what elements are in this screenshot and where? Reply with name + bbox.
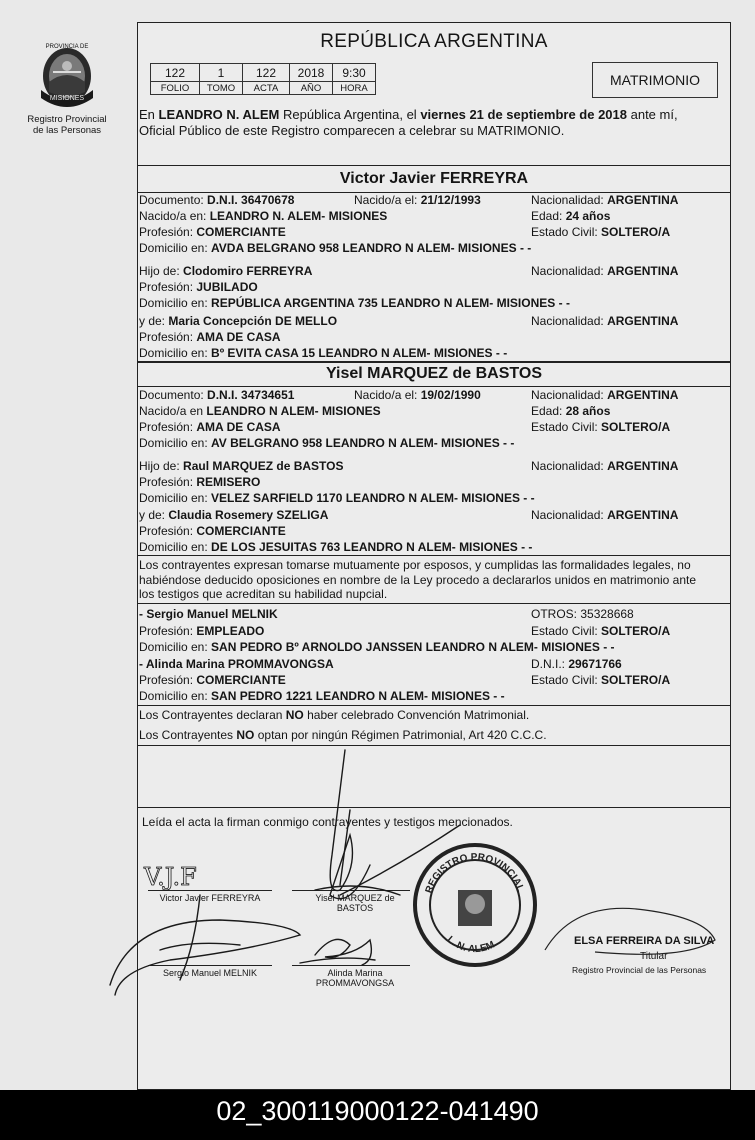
signature-label-witness2: Alinda Marina PROMMAVONGSA xyxy=(315,968,395,988)
svg-text:PROVINCIA DE: PROVINCIA DE xyxy=(45,44,89,50)
spouse1-mother-nationality: Nacionalidad: ARGENTINA xyxy=(531,314,679,328)
spouse1-civil-status: Estado Civil: SOLTERO/A xyxy=(531,225,671,239)
convention-statement: Los Contrayentes declaran NO haber celebrado Convención Matrimonial. xyxy=(139,708,530,722)
spouse2-mother-nationality: Nacionalidad: ARGENTINA xyxy=(531,508,679,522)
province-logo xyxy=(20,38,114,136)
logo-caption-line2: de las Personas xyxy=(32,125,102,136)
svg-text:MISIONES: MISIONES xyxy=(49,95,85,102)
spouse1-father-profession: Profesión: JUBILADO xyxy=(139,280,258,294)
spouse1-father-address: Domicilio en: REPÚBLICA ARGENTINA 735 LEANDRO N ALEM- MISIONES - - xyxy=(139,296,570,310)
spouse1-father: Hijo de: Clodomiro FERREYRA xyxy=(139,264,313,278)
intro-paragraph: En LEANDRO N. ALEM República Argentina, el viernes 21 de septiembre de 2018 ante mí, Oficial Público de este Registro comparecen a celebrar su MATRIMONIO. xyxy=(139,107,678,138)
divider xyxy=(137,165,731,166)
coat-of-arms-icon xyxy=(35,38,99,110)
witness2-address: Domicilio en: SAN PEDRO 1221 LEANDRO N ALEM- MISIONES - - xyxy=(139,689,505,703)
spouse2-birthplace: Nacido/a en LEANDRO N ALEM- MISIONES xyxy=(139,404,381,418)
spouse2-mother: y de: Claudia Rosemery SZELIGA xyxy=(139,508,329,522)
hour-label: HORA xyxy=(333,82,376,95)
spouse1-documento: Documento: D.N.I. 36470678 xyxy=(139,193,295,207)
divider xyxy=(137,555,731,556)
page-title: REPÚBLICA ARGENTINA xyxy=(320,31,548,52)
registry-seal xyxy=(410,840,540,970)
signature-label-spouse1: Victor Javier FERREYRA xyxy=(159,893,261,903)
tomo-value: 1 xyxy=(200,64,243,82)
patrimonial-regime-statement: Los Contrayentes NO optan por ningún Régimen Patrimonial, Art 420 C.C.C. xyxy=(139,728,547,742)
witness2-name: - Alinda Marina PROMMAVONGSA xyxy=(139,657,334,671)
svg-text:V.J.F: V.J.F xyxy=(144,863,197,891)
witness1-civil-status: Estado Civil: SOLTERO/A xyxy=(531,624,671,638)
spouse1-birthplace: Nacido/a en: LEANDRO N. ALEM- MISIONES xyxy=(139,209,388,223)
witness2-profession: Profesión: COMERCIANTE xyxy=(139,673,286,687)
divider xyxy=(137,386,731,387)
spouse2-father-address: Domicilio en: VELEZ SARFIELD 1170 LEANDRO N ALEM- MISIONES - - xyxy=(139,491,535,505)
spouse1-address: Domicilio en: AVDA BELGRANO 958 LEANDRO N ALEM- MISIONES - - xyxy=(139,241,532,255)
signature-label-spouse2: Yisel MARQUEZ de BASTOS xyxy=(315,893,395,913)
registry-table xyxy=(150,63,376,95)
spouse2-mother-profession: Profesión: COMERCIANTE xyxy=(139,524,286,538)
spouse2-father: Hijo de: Raul MARQUEZ de BASTOS xyxy=(139,459,344,473)
witness1-profession: Profesión: EMPLEADO xyxy=(139,624,265,638)
spouse1-father-nationality: Nacionalidad: ARGENTINA xyxy=(531,264,679,278)
officer-name: ELSA FERREIRA DA SILVA xyxy=(574,935,715,947)
officer-role: Titular xyxy=(640,951,668,962)
divider xyxy=(137,361,731,363)
spouse2-mother-address: Domicilio en: DE LOS JESUITAS 763 LEANDRO N ALEM- MISIONES - - xyxy=(139,540,533,554)
witness1-name: - Sergio Manuel MELNIK xyxy=(139,607,278,621)
spouse2-father-nationality: Nacionalidad: ARGENTINA xyxy=(531,459,679,473)
spouse1-name: Victor Javier FERREYRA xyxy=(339,170,529,187)
spouse1-mother-address: Domicilio en: Bº EVITA CASA 15 LEANDRO N ALEM- MISIONES - - xyxy=(139,346,508,360)
signature-label-witness1: Sergio Manuel MELNIK xyxy=(162,968,258,978)
spouse1-profession: Profesión: COMERCIANTE xyxy=(139,225,286,239)
year-label: AÑO xyxy=(290,82,333,95)
officer-office: Registro Provincial de las Personas xyxy=(572,965,707,975)
spouse2-birthdate: Nacido/a el: 19/02/1990 xyxy=(354,388,481,402)
spouse1-age: Edad: 24 años xyxy=(531,209,611,223)
spouse2-profession: Profesión: AMA DE CASA xyxy=(139,420,281,434)
witness2-doc: D.N.I.: 29671766 xyxy=(531,657,622,671)
svg-text:REGISTRO PROVINCIAL: REGISTRO PROVINCIAL xyxy=(423,851,526,895)
officer-signature xyxy=(535,890,725,970)
folio-label: FOLIO xyxy=(151,82,200,95)
spouse2-documento: Documento: D.N.I. 34734651 xyxy=(139,388,295,402)
spouse2-address: Domicilio en: AV BELGRANO 958 LEANDRO N ALEM- MISIONES - - xyxy=(139,436,515,450)
signing-statement: Leída el acta la firman conmigo contrayentes y testigos mencionados. xyxy=(142,815,513,829)
witness1-address: Domicilio en: SAN PEDRO Bº ARNOLDO JANSSEN LEANDRO N ALEM- MISIONES - - xyxy=(139,640,615,654)
record-type-box: MATRIMONIO xyxy=(592,62,718,98)
svg-text:L. N. ALEM: L. N. ALEM xyxy=(444,934,497,956)
logo-caption-line1: Registro Provincial xyxy=(27,114,107,125)
divider xyxy=(137,705,731,706)
spouse2-father-profession: Profesión: REMISERO xyxy=(139,475,261,489)
hour-value: 9:30 xyxy=(333,64,376,82)
witness1-doc: OTROS: 35328668 xyxy=(531,607,634,621)
spouse2-nationality: Nacionalidad: ARGENTINA xyxy=(531,388,679,402)
spouse2-civil-status: Estado Civil: SOLTERO/A xyxy=(531,420,671,434)
spouse2-age: Edad: 28 años xyxy=(531,404,611,418)
spouse1-birthdate: Nacido/a el: 21/12/1993 xyxy=(354,193,481,207)
witness2-civil-status: Estado Civil: SOLTERO/A xyxy=(531,673,671,687)
folio-value: 122 xyxy=(151,64,200,82)
year-value: 2018 xyxy=(290,64,333,82)
spouse1-nationality: Nacionalidad: ARGENTINA xyxy=(531,193,679,207)
tomo-label: TOMO xyxy=(200,82,243,95)
spouse2-name: Yisel MARQUEZ de BASTOS xyxy=(325,365,543,382)
acta-value: 122 xyxy=(243,64,290,82)
spouse1-mother: y de: Maria Concepción DE MELLO xyxy=(139,314,338,328)
document-code: 02_300119000122-041490 xyxy=(0,1090,755,1140)
declaration-paragraph: Los contrayentes expresan tomarse mutuamente por esposos, y cumplidas las formalidades legales, no habiéndose deducido oposiciones en nombre de la Ley procedo a declararlos unidos en matrimonio ante los testigos que acreditan su habilidad nupcial. xyxy=(139,558,697,601)
divider xyxy=(137,603,731,604)
spouse1-mother-profession: Profesión: AMA DE CASA xyxy=(139,330,281,344)
acta-label: ACTA xyxy=(243,82,290,95)
